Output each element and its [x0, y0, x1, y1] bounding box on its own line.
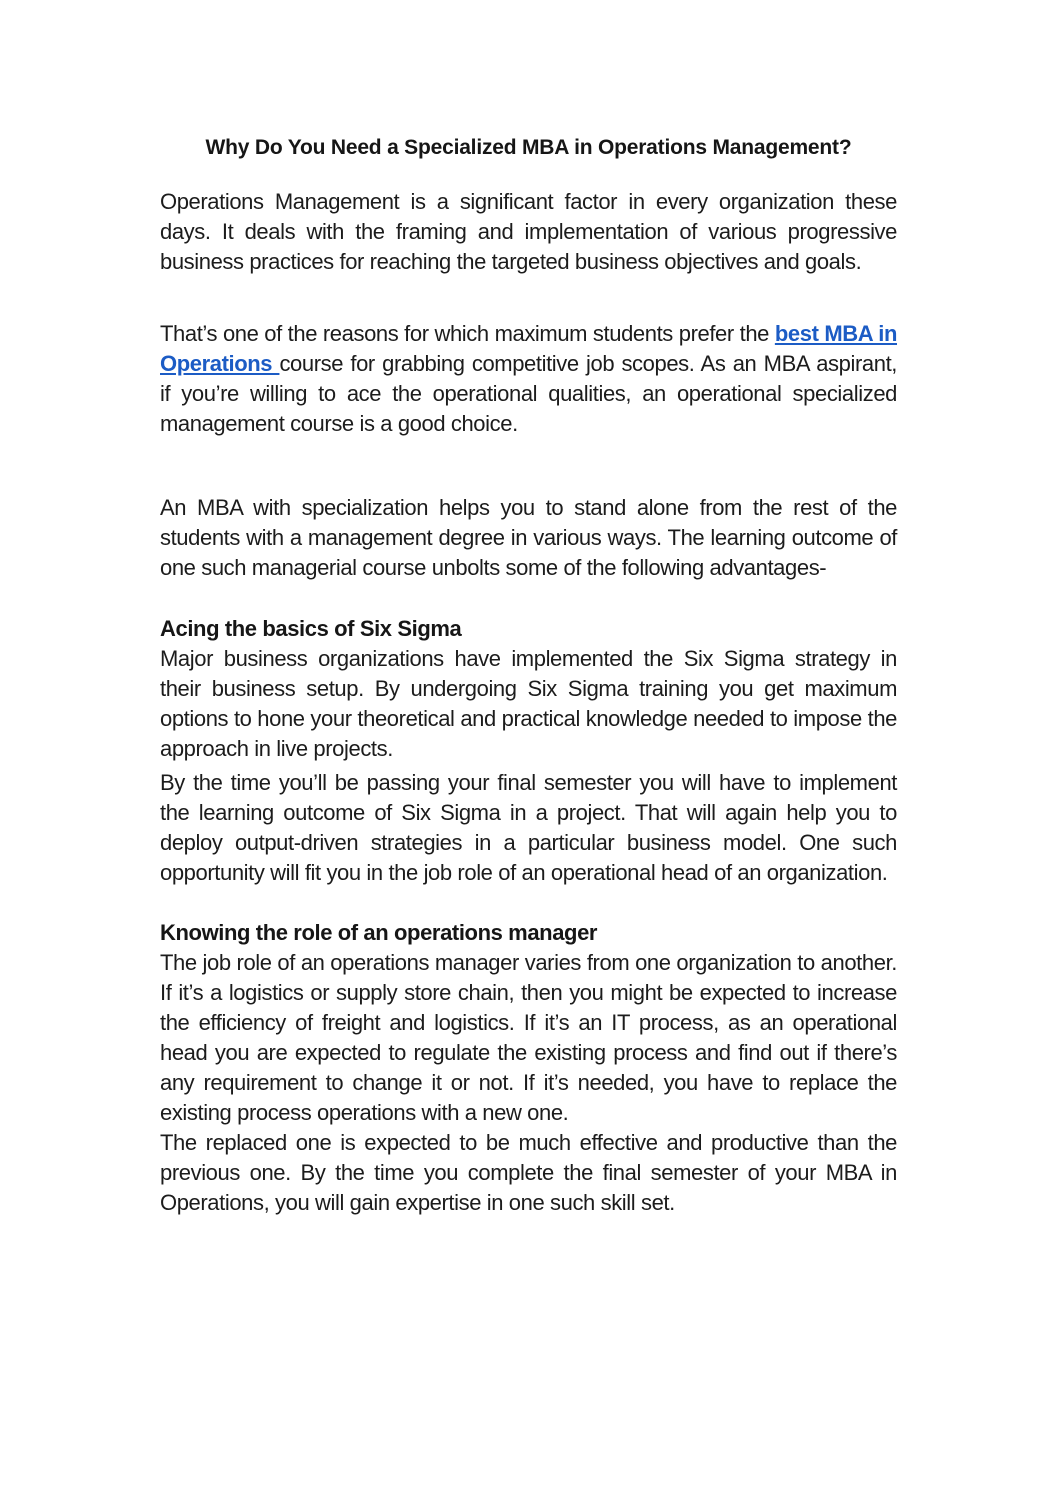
- intro-paragraph-3: An MBA with specialization helps you to stand alone from the rest of the students with a management degree in various ways. The learning outcome of one such managerial course unbolts some of the following advantages-: [160, 495, 897, 580]
- section-heading-operations-manager-role: Knowing the role of an operations manager: [160, 920, 598, 945]
- intro-paragraph-2-text-before-link: That’s one of the reasons for which maximum students prefer the: [160, 321, 775, 346]
- document-content: [160, 133, 897, 1218]
- intro-paragraph-2-text-after-link: course for grabbing competitive job scopes. As an MBA aspirant, if you’re willing to ace the operational qualities, an operational specialized management course is a good choice.: [160, 351, 897, 436]
- six-sigma-paragraph-1: Major business organizations have implemented the Six Sigma strategy in their business setup. By undergoing Six Sigma training you get maximum options to hone your theoretical and practical knowledge needed to impose the approach in live projects.: [160, 646, 897, 761]
- best-mba-in-operations-link[interactable]: best MBA in Operations: [160, 321, 897, 376]
- operations-manager-paragraph-2: The replaced one is expected to be much effective and productive than the previous one. By the time you complete the final semester of your MBA in Operations, you will gain expertise in one such skill set.: [160, 1130, 897, 1215]
- intro-paragraph-2: [160, 319, 897, 439]
- operations-manager-paragraph-1: The job role of an operations manager varies from one organization to another. If it’s a logistics or supply store chain, then you might be expected to increase the efficiency of freight and logistics. If it’s an IT process, as an operational head you are expected to regulate the existing process and find out if there’s any requirement to change it or not. If it’s needed, you have to replace the existing process operations with a new one.: [160, 950, 897, 1125]
- section-heading-acing-six-sigma: Acing the basics of Six Sigma: [160, 616, 462, 641]
- six-sigma-paragraph-2: By the time you’ll be passing your final semester you will have to implement the learning outcome of Six Sigma in a project. That will again help you to deploy output-driven strategies in a particular business model. One such opportunity will fit you in the job role of an operational head of an organization.: [160, 770, 897, 885]
- intro-paragraph-1: Operations Management is a significant factor in every organization these days. It deals with the framing and implementation of various progressive business practices for reaching the targeted business objectives and goals.: [160, 189, 897, 274]
- document-title: Why Do You Need a Specialized MBA in Operations Management?: [205, 136, 852, 159]
